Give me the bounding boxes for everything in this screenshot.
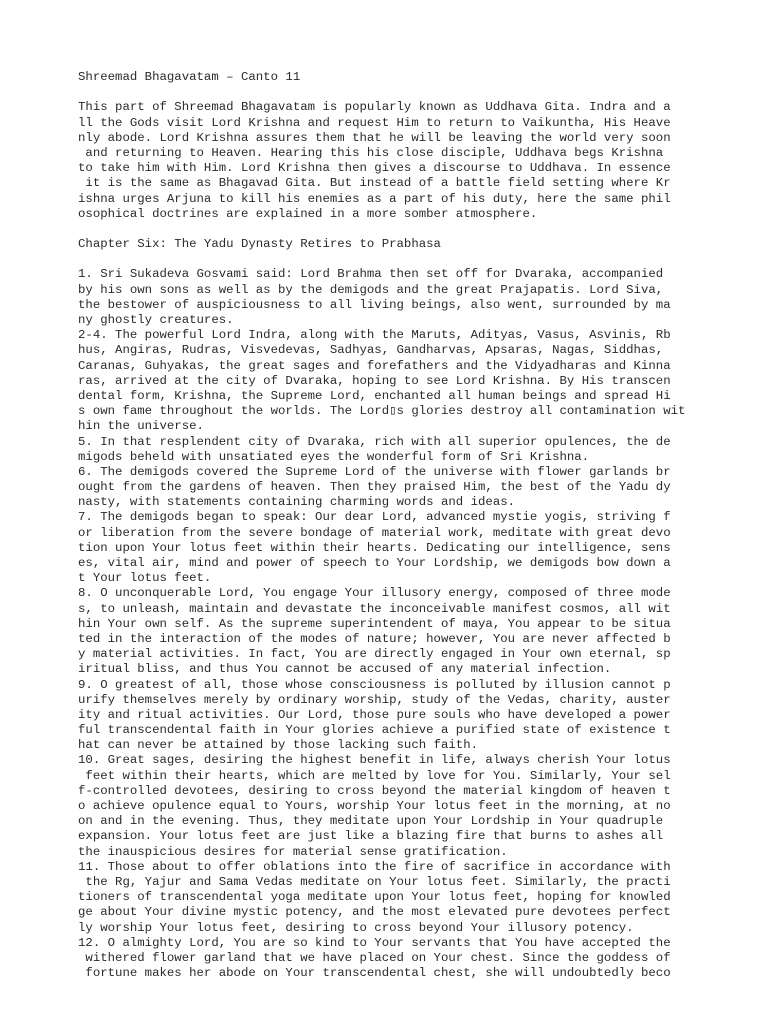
verse-line: o achieve opulence equal to Yours, worship Your lotus feet in the morning, at no [78,799,671,813]
verse-line: feet within their hearts, which are melted by love for You. Similarly, Your sel [78,768,671,783]
chapter-heading: Chapter Six: The Yadu Dynasty Retires to Prabhasa [78,237,441,252]
verse-line: hat can never be attained by those lacking such faith. [78,738,479,753]
verse-line: ought from the gardens of heaven. Then they praised Him, the best of the Yadu dy [78,480,671,495]
verse-line: ity and ritual activities. Our Lord, those pure souls who have developed a power [78,707,671,722]
verse-line: ny ghostly creatures. [78,313,234,327]
intro-line: ll the Gods visit Lord Krishna and request Him to return to Vaikuntha, His Heave [78,115,671,130]
blank-line [78,252,758,267]
verses-body [78,267,758,981]
verse-line: urify themselves merely by ordinary worship, study of the Vedas, charity, auster [78,692,671,707]
intro-line: it is the same as Bhagavad Gita. But instead of a battle field setting where Kr [78,176,671,191]
verse-line: the Rg, Yajur and Sama Vedas meditate on Your lotus feet. Similarly, the practi [78,874,671,889]
verse-line: by his own sons as well as by the demigods and the great Prajapatis. Lord Siva, [78,282,664,297]
verse-line: nasty, with statements containing charming words and ideas. [78,495,516,510]
verse-line: s own fame throughout the worlds. The Lord▯s glories destroy all contamination wit [78,404,686,419]
verse-line: y material activities. In fact, You are directly engaged in Your own eternal, sp [78,647,671,662]
verse-line: or liberation from the severe bondage of material work, meditate with great devo [78,525,671,540]
verse-line: ful transcendental faith in Your glories achieve a purified state of existence t [78,723,671,738]
verse-line: 6. The demigods covered the Supreme Lord of the universe with flower garlands br [78,464,671,479]
verse-line: 7. The demigods began to speak: Our dear Lord, advanced mystie yogis, striving f [78,510,671,525]
intro-line: This part of Shreemad Bhagavatam is popularly known as Uddhava Gita. Indra and a [78,100,671,115]
verse-line: 10. Great sages, desiring the highest benefit in life, always cherish Your lotus [78,753,671,768]
verse-line: iritual bliss, and thus You cannot be accused of any material infection. [78,662,612,677]
verse-line: 12. O almighty Lord, You are so kind to Your servants that You have accepted the [78,935,671,950]
verse-line: f-controlled devotees, desiring to cross beyond the material kingdom of heaven t [78,783,671,798]
verse-line: es, vital air, mind and power of speech to Your Lordship, we demigods bow down a [78,556,671,570]
verse-line: the bestower of auspiciousness to all living beings, also went, surrounded by ma [78,297,671,312]
document-title: Shreemad Bhagavatam – Canto 11 [78,70,301,84]
verse-line: on and in the evening. Thus, they meditate upon Your Lordship in Your quadruple [78,814,664,829]
intro-paragraph [78,100,758,222]
document-text [78,70,758,981]
verse-line: fortune makes her abode on Your transcendental chest, she will undoubtedly beco [78,966,671,981]
intro-line: osophical doctrines are explained in a more somber atmosphere. [78,206,538,221]
verse-line: Caranas, Guhyakas, the great sages and forefathers and the Vidyadharas and Kinna [78,358,671,373]
verse-line: withered flower garland that we have placed on Your chest. Since the goddess of [78,950,671,965]
verse-line: ted in the interaction of the modes of nature; however, You are never affected b [78,631,671,646]
intro-line: to take him with Him. Lord Krishna then gives a discourse to Uddhava. In essence [78,161,671,176]
verse-line: ge about Your divine mystic potency, and the most elevated pure devotees perfect [78,905,671,920]
verse-line: migods beheld with unsatiated eyes the wonderful form of Sri Krishna. [78,449,590,464]
verse-line: 1. Sri Sukadeva Gosvami said: Lord Brahma then set off for Dvaraka, accompanied [78,267,664,282]
verse-line: the inauspicious desires for material sense gratification. [78,844,508,859]
verse-line: ly worship Your lotus feet, desiring to cross beyond Your illusory potency. [78,920,634,935]
intro-line: nly abode. Lord Krishna assures them that he will be leaving the world very soon [78,130,671,145]
verse-line: s, to unleash, maintain and devastate the inconceivable manifest cosmos, all wit [78,601,671,616]
verse-line: hin Your own self. As the supreme superintendent of maya, You appear to be situa [78,616,671,631]
verse-line: 5. In that resplendent city of Dvaraka, rich with all superior opulences, the de [78,434,671,449]
verse-line: 8. O unconquerable Lord, You engage Your illusory energy, composed of three mode [78,586,671,601]
verse-line: t Your lotus feet. [78,571,212,586]
verse-line: ras, arrived at the city of Dvaraka, hoping to see Lord Krishna. By His transcen [78,373,671,388]
verse-line: dental form, Krishna, the Supreme Lord, enchanted all human beings and spread Hi [78,388,671,403]
verse-line: tion upon Your lotus feet within their hearts. Dedicating our intelligence, sens [78,540,671,555]
blank-line [78,85,758,100]
verse-line: expansion. Your lotus feet are just like a blazing fire that burns to ashes all [78,829,664,844]
intro-line: and returning to Heaven. Hearing this his close disciple, Uddhava begs Krishna [78,145,664,160]
blank-line [78,222,758,237]
verse-line: 2-4. The powerful Lord Indra, along with the Maruts, Adityas, Vasus, Asvinis, Rb [78,328,671,343]
verse-line: 9. O greatest of all, those whose consciousness is polluted by illusion cannot p [78,677,671,692]
verse-line: 11. Those about to offer oblations into the fire of sacrifice in accordance with [78,859,671,874]
verse-line: hin the universe. [78,419,204,434]
verse-line: tioners of transcendental yoga meditate upon Your lotus feet, hoping for knowled [78,890,671,905]
intro-line: ishna urges Arjuna to kill his enemies as a part of his duty, here the same phil [78,191,671,206]
verse-line: hus, Angiras, Rudras, Visvedevas, Sadhyas, Gandharvas, Apsaras, Nagas, Siddhas, [78,343,664,358]
